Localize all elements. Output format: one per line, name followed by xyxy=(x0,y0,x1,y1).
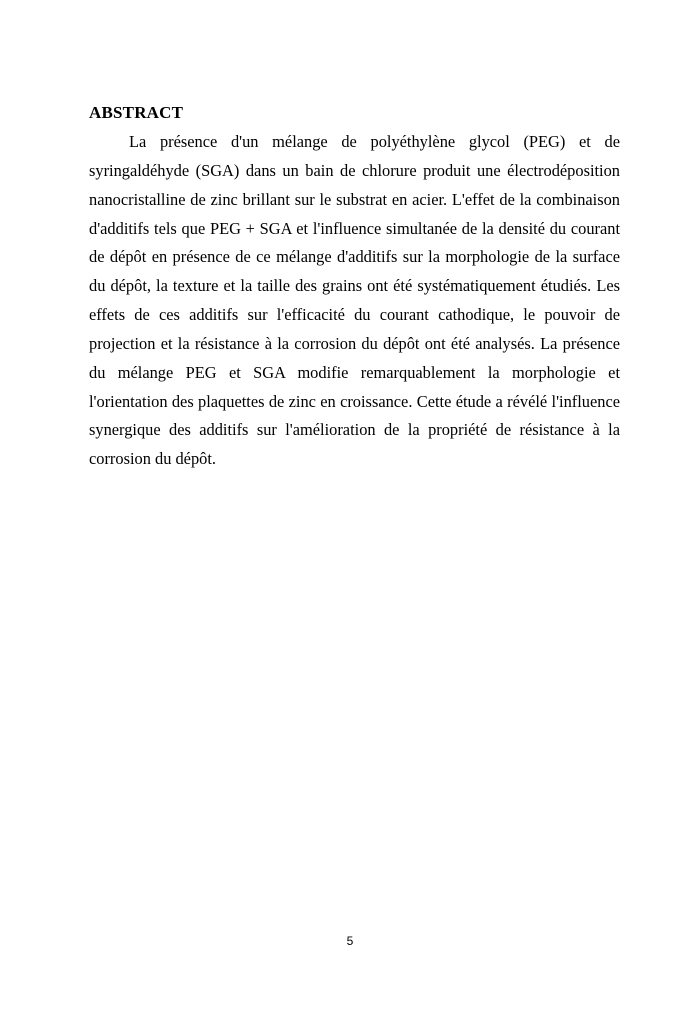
abstract-heading: ABSTRACT xyxy=(89,103,184,122)
page-number: 5 xyxy=(346,934,354,948)
abstract-paragraph: La présence d'un mélange de polyéthylène glycol (PEG) et de syringaldéhyde (SGA) dans un bain de chlorure produit une électrodéposition nanocristalline de zinc brillant sur le substrat en acier. L'effet de la combinaison d'additifs tels que PEG + SGA et l'influence simultanée de la densité du courant de dépôt en présence de ce mélange d'additifs sur la morphologie de la surface du dépôt, la texture et la taille des grains ont été systématiquement étudiés. Les effets de ces additifs sur l'efficacité du courant cathodique, le pouvoir de projection et la résistance à la corrosion du dépôt ont été analysés. La présence du mélange PEG et SGA modifie remarquablement la morphologie et l'orientation des plaquettes de zinc en croissance. Cette étude a révélé l'influence synergique des additifs sur l'amélioration de la propriété de résistance à la corrosion du dépôt. xyxy=(89,132,620,469)
